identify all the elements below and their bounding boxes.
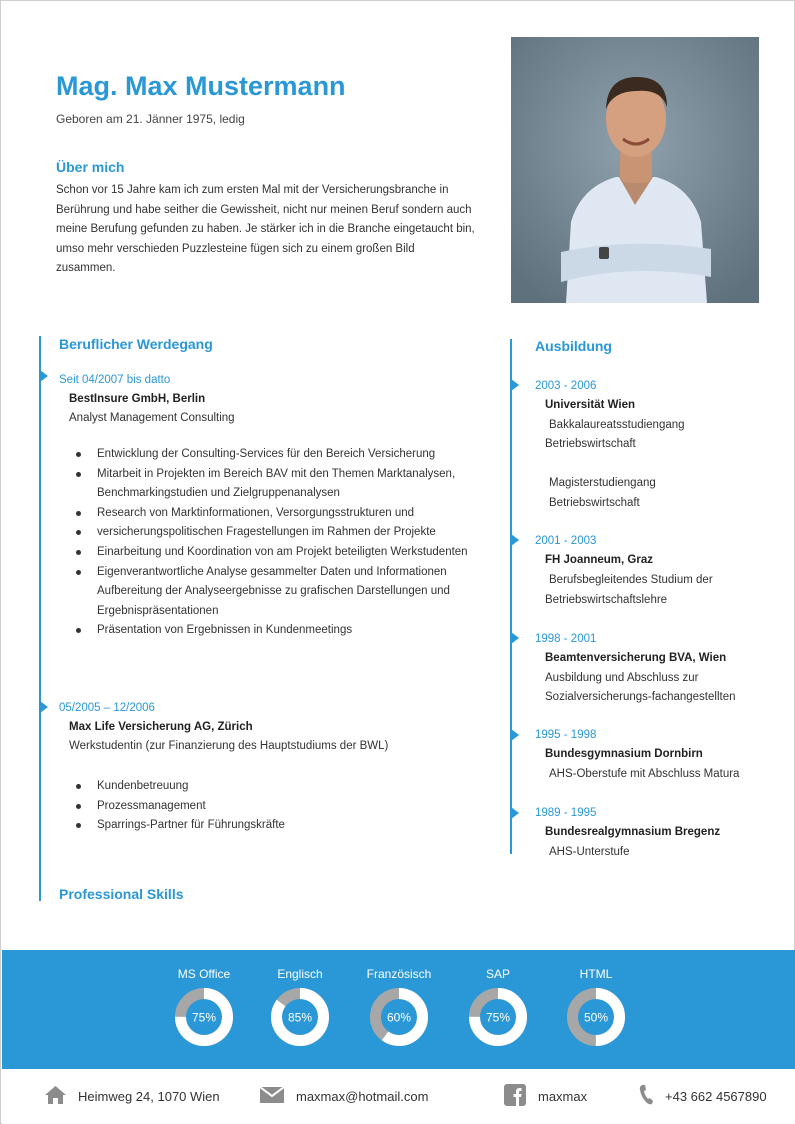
person-name: Mag. Max Mustermann (56, 71, 346, 101)
home-icon (45, 1086, 66, 1107)
skill-percent: 50% (583, 1010, 609, 1025)
career-timeline-line (39, 336, 41, 901)
timeline-marker (511, 729, 519, 741)
skill-englisch (255, 950, 345, 1047)
education-date: 1998 - 2001 (535, 633, 597, 645)
about-text: Schon vor 15 Jahre kam ich zum ersten Mal mit der Versicherungsbranche in Berührung und habe seither die Gewissheit, nicht nur meinen Beruf sondern auch meine Berufung gefunden zu haben. Je stärker ich in die Branche eingetaucht bin, umso mehr verschieden Puzzlesteine fügen sich zu einem großen Bild zusammen. (56, 184, 475, 274)
list-item: Kundenbetreuung (69, 777, 469, 797)
facebook-text[interactable]: maxmax (538, 1088, 588, 1104)
facebook[interactable] (504, 1086, 587, 1106)
birth-info: Geboren am 21. Jänner 1975, ledig (56, 112, 245, 126)
skill-percent: 60% (386, 1010, 412, 1025)
education-detail: Betriebswirtschaft (549, 497, 640, 509)
skill-html (551, 950, 641, 1047)
list-item: versicherungspolitischen Fragestellungen im Rahmen der Projekte (69, 523, 469, 543)
about-heading: Über mich (56, 159, 125, 175)
education-detail: Bakkalaureatsstudiengang (549, 419, 685, 431)
email-text[interactable]: maxmax@hotmail.com (296, 1088, 429, 1104)
list-item: Prozessmanagement (69, 797, 469, 817)
profile-photo (511, 37, 759, 303)
skill-ring (270, 987, 330, 1047)
list-item: Sparrings-Partner für Führungskräfte (69, 816, 469, 836)
career-heading: Beruflicher Werdegang (59, 336, 213, 352)
education-detail: Betriebswirtschaftslehre (545, 594, 668, 606)
education-detail: Betriebswirtschaft (545, 438, 636, 450)
timeline-marker (40, 701, 48, 713)
education-date: 2003 - 2006 (535, 380, 597, 392)
education-detail: AHS-Unterstufe (549, 846, 630, 858)
education-heading: Ausbildung (535, 338, 612, 354)
skill-percent: 75% (191, 1010, 217, 1025)
education-school: Beamtenversicherung BVA, Wien (545, 652, 727, 664)
career-role: Werkstudentin (zur Finanzierung des Hauptstudiums der BWL) (69, 740, 389, 752)
skill-percent: 75% (485, 1010, 511, 1025)
skill-percent: 85% (287, 1010, 313, 1025)
education-detail: Berufsbegleitendes Studium der (549, 574, 713, 586)
phone[interactable] (639, 1086, 767, 1106)
career-company: Max Life Versicherung AG, Zürich (69, 721, 253, 733)
education-date: 1989 - 1995 (535, 807, 597, 819)
contact-footer (2, 1069, 795, 1124)
list-item: Entwicklung der Consulting-Services für den Bereich Versicherung (69, 445, 469, 465)
list-item: Einarbeitung und Koordination von am Projekt beteiligten Werkstudenten (69, 543, 469, 563)
skill-ring (468, 987, 528, 1047)
skill-franzoesisch (354, 950, 444, 1047)
skill-ring (174, 987, 234, 1047)
email[interactable] (260, 1086, 428, 1106)
skill-ring (369, 987, 429, 1047)
skill-label: HTML (579, 967, 613, 981)
list-item: Mitarbeit in Projekten im Bereich BAV mit den Themen Marktanalysen, Benchmarkingstudien und Zielgruppenanalysen (69, 465, 469, 504)
skills-heading: Professional Skills (59, 886, 184, 902)
skill-label: Englisch (277, 967, 323, 981)
education-school: FH Joanneum, Graz (545, 554, 653, 566)
timeline-marker (511, 807, 519, 819)
phone-icon (639, 1085, 653, 1108)
skills-band (2, 950, 795, 1069)
education-date: 1995 - 1998 (535, 729, 597, 741)
list-item: Eigenverantwortliche Analyse gesammelter Daten und Informationen Aufbereitung der Analyseergebnisse zu grafischen Darstellungen und Ergebnispräsentationen (69, 563, 469, 622)
address (45, 1086, 220, 1106)
career-date: Seit 04/2007 bis datto (59, 374, 171, 386)
career-bullets (69, 777, 469, 836)
skill-label: MS Office (177, 967, 231, 981)
education-detail: Sozialversicherungs-fachangestellten (545, 691, 736, 703)
education-date: 2001 - 2003 (535, 535, 597, 547)
career-bullets (69, 445, 469, 641)
education-detail: Magisterstudiengang (549, 477, 656, 489)
timeline-marker (511, 379, 519, 391)
facebook-icon (504, 1084, 526, 1109)
list-item: Präsentation von Ergebnissen in Kundenmeetings (69, 621, 469, 641)
education-detail: AHS-Oberstufe mit Abschluss Matura (549, 768, 740, 780)
envelope-icon (260, 1087, 284, 1106)
career-role: Analyst Management Consulting (69, 412, 235, 424)
education-timeline-line (510, 339, 512, 854)
timeline-marker (511, 632, 519, 644)
skill-label: SAP (485, 967, 510, 981)
portrait-illustration (511, 37, 759, 303)
education-detail: Ausbildung und Abschluss zur (545, 672, 699, 684)
education-school: Bundesgymnasium Dornbirn (545, 748, 703, 760)
phone-text[interactable]: +43 662 4567890 (665, 1088, 767, 1104)
timeline-marker (511, 534, 519, 546)
career-company: BestInsure GmbH, Berlin (69, 393, 206, 405)
skill-ms-office (159, 950, 249, 1047)
skill-ring (566, 987, 626, 1047)
skill-sap (453, 950, 543, 1047)
education-school: Universität Wien (545, 399, 636, 411)
career-date: 05/2005 – 12/2006 (59, 702, 155, 714)
list-item: Research von Marktinformationen, Versorgungsstrukturen und (69, 504, 469, 524)
education-school: Bundesrealgymnasium Bregenz (545, 826, 721, 838)
address-text: Heimweg 24, 1070 Wien (78, 1088, 220, 1104)
skill-label: Französisch (366, 967, 432, 981)
timeline-marker (40, 370, 48, 382)
